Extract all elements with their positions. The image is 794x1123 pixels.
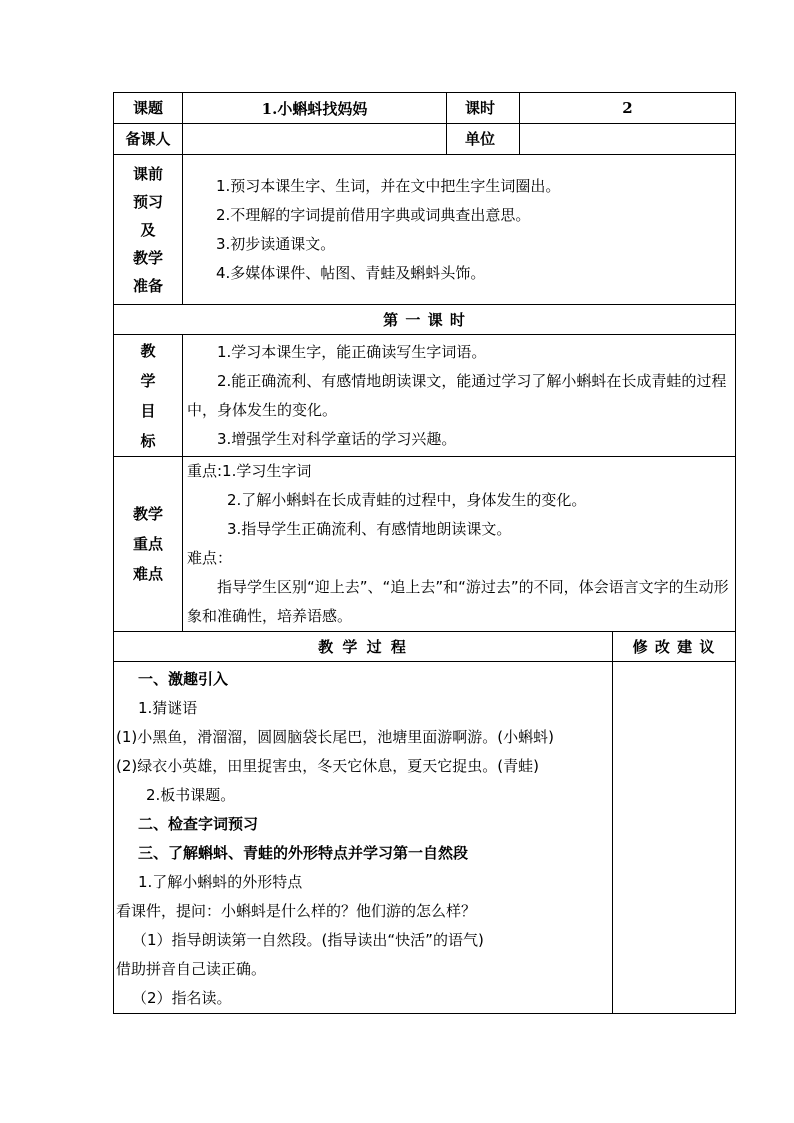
process-line: 二、检查字词预习 — [138, 815, 259, 833]
process-line: （2）指名读。 — [132, 989, 232, 1007]
prep-item: 3.初步读通课文。 — [216, 234, 336, 253]
preparer-value — [183, 124, 447, 155]
process-line: 借助拼音自己读正确。 — [116, 960, 267, 978]
difficult-label: 难点： — [187, 549, 233, 567]
keypoint-item: 重点:1.学习生字词 — [187, 462, 312, 480]
prep-content — [183, 155, 736, 305]
process-title: 教 学 过 程 — [114, 632, 613, 662]
unit-value — [520, 124, 736, 155]
unit-label: 单位 — [447, 124, 520, 155]
difficult-text: 指导学生区别“迎上去”、“追上去”和“游过去”的不同，体会语言文字的生动形象和准确性，培养语感。 — [187, 578, 729, 625]
keypoint-item: 2.了解小蝌蚪在长成青蛙的过程中，身体发生的变化。 — [227, 491, 587, 509]
process-line: 1.猜谜语 — [138, 699, 198, 717]
lesson-title: 第 一 课 时 — [114, 305, 736, 335]
process-line: 1.了解小蝌蚪的外形特点 — [138, 873, 303, 891]
process-line: （1）指导朗读第一自然段。(指导读出“快活”的语气) — [132, 931, 484, 949]
preparer-label: 备课人 — [114, 124, 183, 155]
topic-label: 课题 — [114, 93, 183, 124]
hours-label: 课时 — [447, 93, 520, 124]
prep-item: 1.预习本课生字、生词，并在文中把生字生词圈出。 — [216, 176, 561, 195]
process-line: 一、激趣引入 — [138, 670, 229, 688]
prep-label: 课前 预习 及 教学 准备 — [114, 155, 183, 305]
goal-item: 1.学习本课生字，能正确读写生字词语。 — [217, 342, 487, 361]
process-line: (2)绿衣小英雄，田里捉害虫，冬天它休息，夏天它捉虫。(青蛙) — [116, 757, 539, 775]
process-line: (1)小黑鱼，滑溜溜，圆圆脑袋长尾巴，池塘里面游啊游。(小蝌蚪) — [116, 728, 554, 746]
process-line: 看课件，提问：小蝌蚪是什么样的？他们游的怎么样？ — [116, 902, 477, 920]
goal-item: 2.能正确流利、有感情地朗读课文，能通过学习了解小蝌蚪在长成青蛙的过程中，身体发生的变化。 — [187, 371, 727, 419]
process-line: 三、了解蝌蚪、青蛙的外形特点并学习第一自然段 — [138, 844, 469, 862]
hours-value: 2 — [520, 93, 736, 124]
prep-item: 2.不理解的字词提前借用字典或词典查出意思。 — [216, 205, 531, 224]
goal-item: 3.增强学生对科学童话的学习兴趣。 — [217, 429, 457, 448]
lesson-plan-table — [113, 92, 736, 1014]
keypoint-item: 3.指导学生正确流利、有感情地朗读课文。 — [227, 520, 512, 538]
goals-content — [183, 335, 736, 457]
prep-item: 4.多媒体课件、帖图、青蛙及蝌蚪头饰。 — [216, 263, 486, 282]
process-line: 2.板书课题。 — [146, 786, 236, 804]
topic-value: 1.小蝌蚪找妈妈 — [183, 93, 447, 124]
goals-label: 教 学 目 标 — [114, 335, 183, 457]
process-body — [114, 662, 613, 1014]
suggestion-title: 修 改 建 议 — [613, 632, 736, 662]
keypoints-label: 教学 重点 难点 — [114, 457, 183, 632]
suggestion-column — [613, 662, 736, 1014]
keypoints-content — [183, 457, 736, 632]
